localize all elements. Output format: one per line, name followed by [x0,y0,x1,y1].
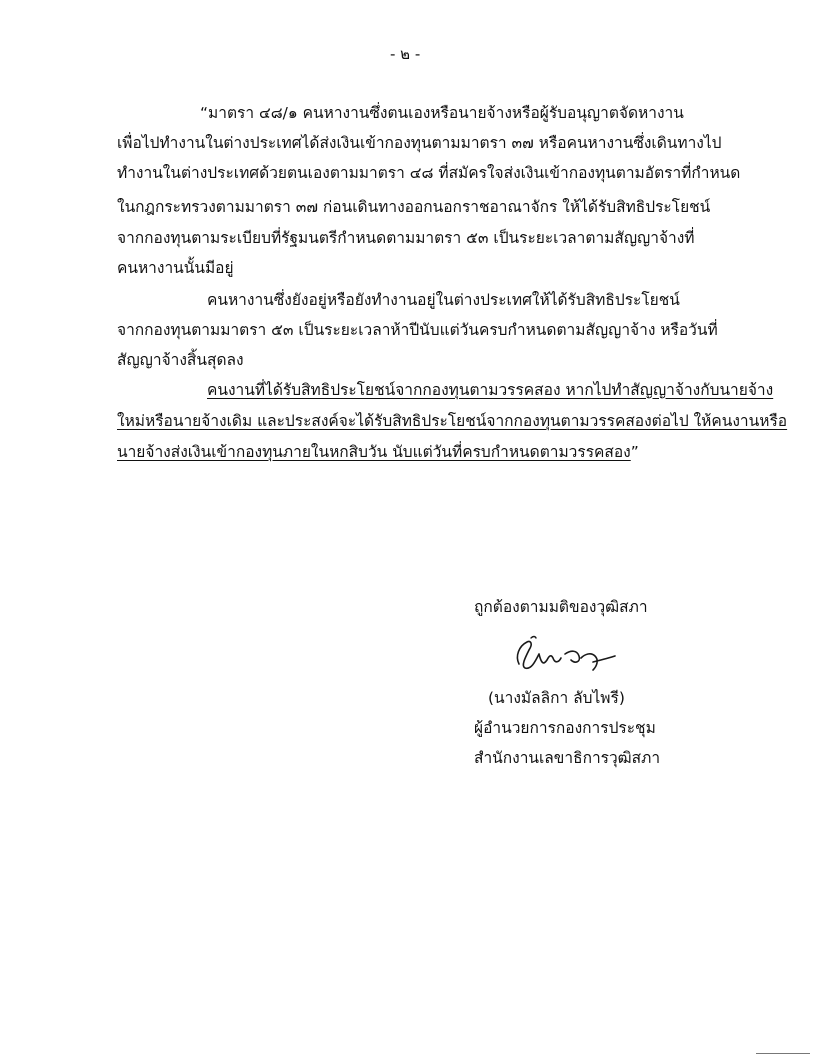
p3-line-1: คนงานที่ได้รับสิทธิประโยชน์จากกองทุนตามวรรคสอง หากไปทำสัญญาจ้างกับนายจ้าง [207,381,774,399]
p1-line-1: “มาตรา ๔๘/๑ คนหางานซึ่งตนเองหรือนายจ้างหรือผู้รับอนุญาตจัดหางาน [200,104,684,122]
scan-edge-mark [756,1053,810,1054]
signature-image [505,632,617,680]
p3-line-3: นายจ้างส่งเงินเข้ากองทุนภายในหกสิบวัน นับแต่วันที่ครบกำหนดตามวรรคสอง [117,443,631,461]
p2-line-3: สัญญาจ้างสิ้นสุดลง [117,351,244,369]
signatory-name: (นางมัลลิกา ลับไพรี) [488,689,625,707]
p1-line-6: คนหางานนั้นมีอยู่ [117,259,234,277]
signatory-office: สำนักงานเลขาธิการวุฒิสภา [474,749,661,767]
closing-quote: ” [630,443,639,461]
p1-line-2: เพื่อไปทำงานในต่างประเทศได้ส่งเงินเข้ากองทุนตามมาตรา ๓๗ หรือคนหางานซึ่งเดินทางไป [117,134,722,152]
p1-line-5: จากกองทุนตามระเบียบที่รัฐมนตรีกำหนดตามมาตรา ๕๓ เป็นระยะเวลาตามสัญญาจ้างที่ [117,229,695,247]
p2-line-2: จากกองทุนตามมาตรา ๕๓ เป็นระยะเวลาห้าปีนับแต่วันครบกำหนดตามสัญญาจ้าง หรือวันที่ [117,321,718,339]
p2-line-1: คนหางานซึ่งยังอยู่หรือยังทำงานอยู่ในต่างประเทศให้ได้รับสิทธิประโยชน์ [207,291,680,309]
signatory-position: ผู้อำนวยการกองการประชุม [474,719,656,737]
certification-statement: ถูกต้องตามมติของวุฒิสภา [474,598,648,616]
p3-line-3-wrapper [117,442,639,462]
page-number: - ๒ - [390,45,421,63]
p1-line-4: ในกฎกระทรวงตามมาตรา ๓๗ ก่อนเดินทางออกนอกราชอาณาจักร ให้ได้รับสิทธิประโยชน์ [117,198,711,216]
p1-line-3: ทำงานในต่างประเทศด้วยตนเองตามมาตรา ๔๘ ที่สมัครใจส่งเงินเข้ากองทุนตามอัตราที่กำหนด [117,164,741,182]
p3-line-2: ใหม่หรือนายจ้างเดิม และประสงค์จะได้รับสิทธิประโยชน์จากกองทุนตามวรรคสองต่อไป ให้คนงานหรือ [117,412,788,430]
